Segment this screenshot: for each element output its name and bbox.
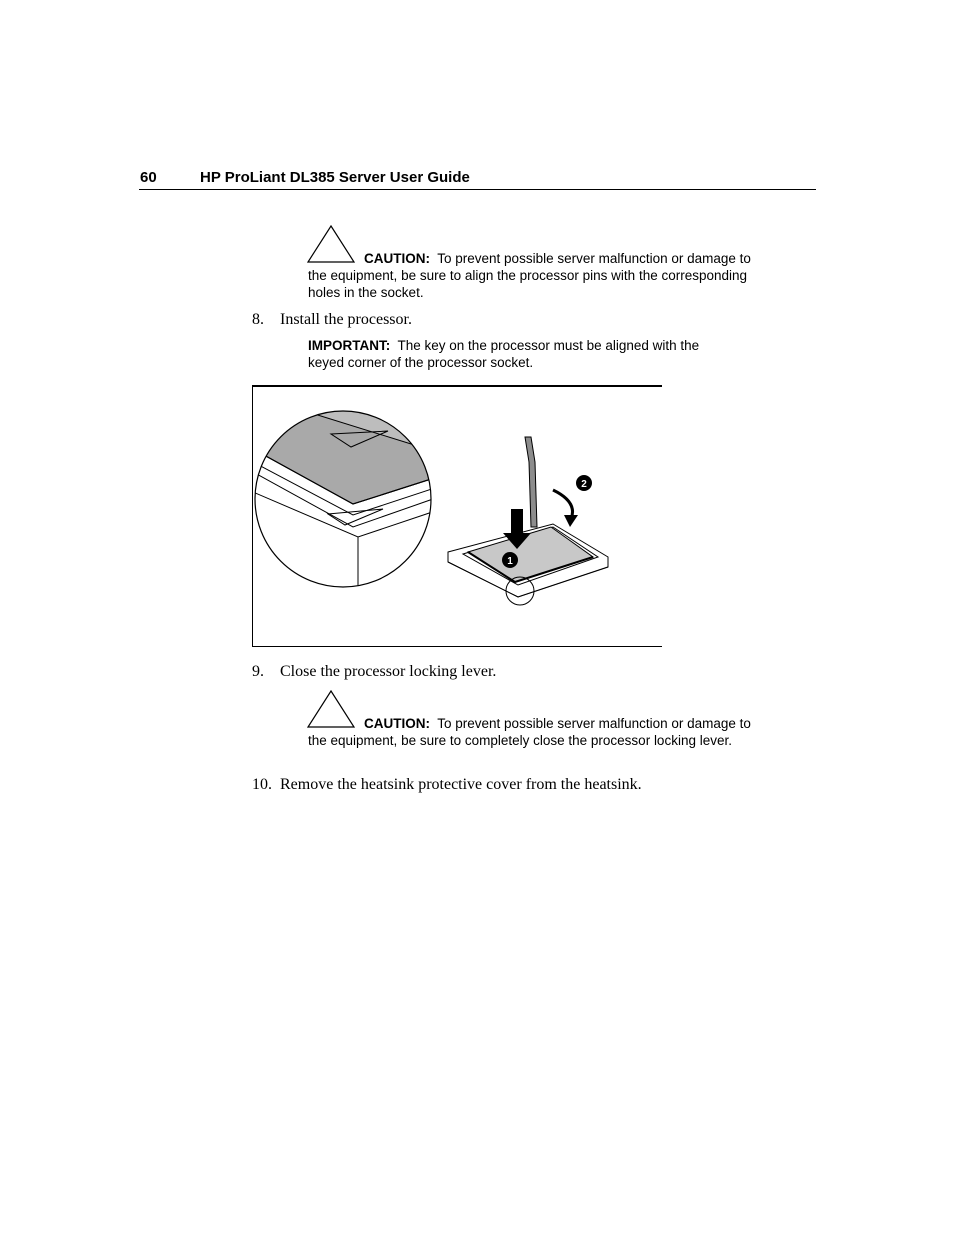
caution-text: To prevent possible server malfunction or damage to the equipment, be sure to completely close the processor locking lever. (308, 716, 751, 748)
document-title: HP ProLiant DL385 Server User Guide (200, 169, 470, 186)
important-note (308, 338, 728, 372)
step-number: 9. (252, 663, 264, 680)
caution-label: CAUTION: (364, 716, 430, 731)
step-text: Close the processor locking lever. (280, 663, 497, 680)
caution-text: To prevent possible server malfunction or damage to the equipment, be sure to align the processor pins with the corresponding holes in the socket. (308, 251, 751, 300)
caution-note (308, 251, 758, 301)
step-8 (252, 311, 412, 329)
important-text: The key on the processor must be aligned with the keyed corner of the processor socket. (308, 338, 700, 370)
svg-text:2: 2 (581, 479, 587, 490)
page-header (139, 168, 816, 190)
caution-label: CAUTION: (364, 251, 430, 266)
svg-text:1: 1 (507, 556, 513, 567)
callout-2 (576, 475, 592, 491)
step-number: 10. (252, 776, 272, 793)
important-label: IMPORTANT: (308, 338, 391, 353)
step-9 (252, 663, 496, 681)
processor-diagram (253, 387, 663, 649)
callout-1 (502, 552, 518, 568)
zoom-detail (253, 387, 453, 587)
step-10 (252, 776, 642, 794)
page-number: 60 (140, 169, 157, 186)
step-text: Remove the heatsink protective cover from the heatsink. (280, 776, 642, 793)
locking-lever (525, 437, 537, 527)
curved-arrow-icon (553, 490, 578, 527)
step-number: 8. (252, 311, 264, 328)
processor-installation-figure (252, 385, 662, 647)
caution-note (308, 716, 758, 750)
step-text: Install the processor. (280, 311, 412, 328)
